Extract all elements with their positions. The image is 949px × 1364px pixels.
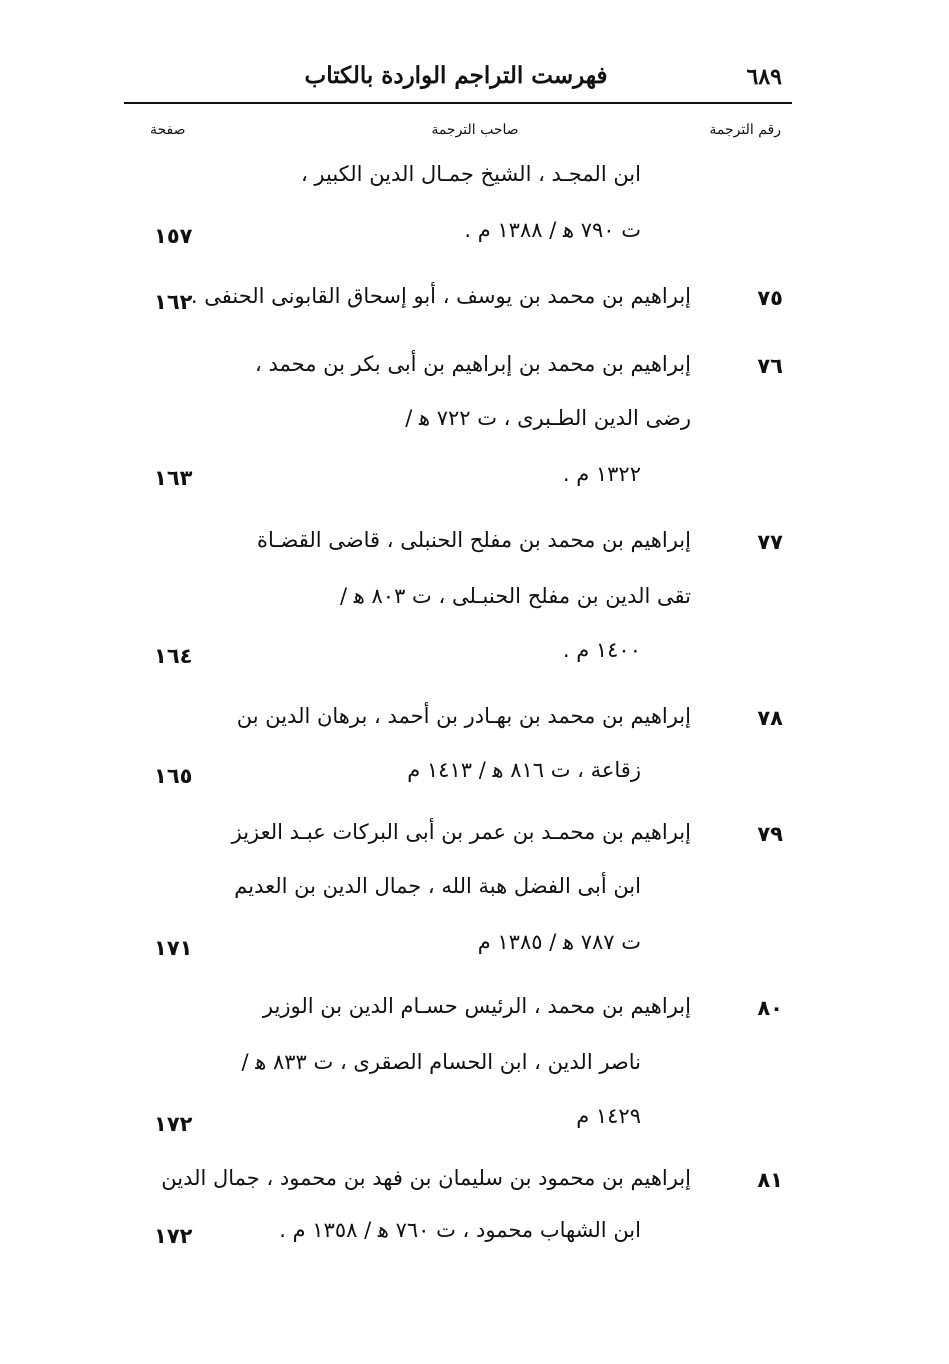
running-title: فهرست التراجم الواردة بالكتاب [304,62,608,89]
entry-number: ٧٥ [757,286,783,310]
entry-text-line: زقاعة ، ت ٨١٦ ﻫ / ١٤١٣ م [407,758,641,782]
entry-number: ٧٩ [757,822,783,846]
entry-page-ref: ١٧٢ [154,1112,193,1136]
column-header-page: صفحة [150,122,186,138]
entry-text-line: ناصر الدين ، ابن الحسام الصقرى ، ت ٨٣٣ ﻫ / [241,1050,641,1074]
entry-number: ٨٠ [757,996,783,1020]
entry-text-line: ابن أبى الفضل هبة الله ، جمال الدين بن العديم [234,874,641,898]
entry-text-line: ١٤٠٠ م . [562,638,641,662]
entry-text-line: إبراهيم بن محمد بن يوسف ، أبو إسحاق القابونى الحنفى . [190,284,691,308]
entry-page-ref: ١٦٢ [154,290,193,314]
column-header-number: رقم الترجمة [709,122,781,138]
entry-text-line: إبراهيم بن محمد بن إبراهيم بن أبى بكر بن محمد ، [255,352,691,376]
entry-text-line: ت ٧٨٧ ﻫ / ١٣٨٥ م [477,930,641,954]
entry-text-line: ابن المجـد ، الشيخ جمـال الدين الكبير ، [300,162,641,186]
entry-text-line: ابن الشهاب محمود ، ت ٧٦٠ ﻫ / ١٣٥٨ م . [279,1218,641,1242]
entry-page-ref: ١٦٤ [154,644,193,668]
entry-page-ref: ١٧١ [154,936,193,960]
entry-text-line: ١٣٢٢ م . [562,462,641,486]
entry-number: ٧٦ [757,354,783,378]
entry-text-line: ١٤٢٩ م [576,1104,641,1128]
entry-text-line: إبراهيم بن محمـد بن عمر بن أبى البركات عبـد العزيز [231,820,691,844]
entry-text-line: إبراهيم بن محمد ، الرئيس حسـام الدين بن الوزير [262,994,691,1018]
entry-page-ref: ١٦٥ [154,764,193,788]
entry-number: ٧٨ [757,706,783,730]
entry-page-ref: ١٧٢ [154,1224,193,1248]
entry-page-ref: ١٥٧ [154,224,193,248]
page-header [120,58,792,98]
header-rule [124,102,792,104]
entry-text-line: تقى الدين بن مفلح الحنبـلى ، ت ٨٠٣ ﻫ / [340,584,691,608]
entry-text-line: إبراهيم بن محمد بن بهـادر بن أحمد ، برهان الدين بن [236,704,691,728]
entry-text-line: إبراهيم بن محمود بن سليمان بن فهد بن محمود ، جمال الدين [161,1166,691,1190]
column-header-name: صاحب الترجمة [431,122,519,138]
entry-text-line: إبراهيم بن محمد بن مفلح الحنبلى ، قاضى القضـاة [257,528,691,552]
entry-text-line: ت ٧٩٠ ﻫ / ١٣٨٨ م . [464,218,641,242]
entry-page-ref: ١٦٣ [154,466,193,490]
entry-text-line: رضى الدين الطـبرى ، ت ٧٢٢ ﻫ / [405,406,691,430]
entry-number: ٨١ [757,1168,783,1192]
entry-number: ٧٧ [757,530,783,554]
page-number: ٦٨٩ [746,64,782,90]
